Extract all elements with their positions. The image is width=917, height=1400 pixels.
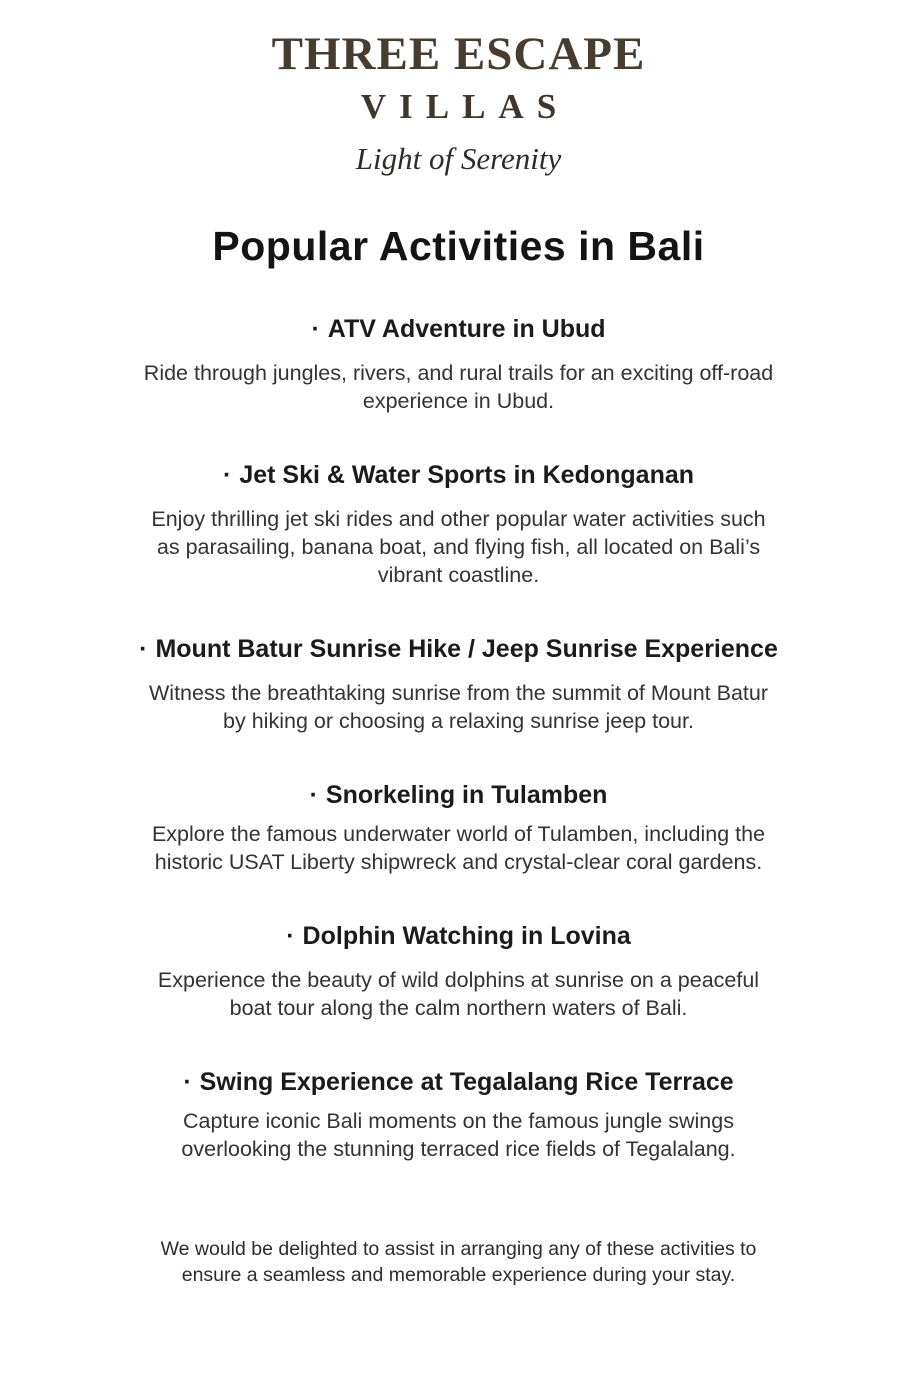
activity-title	[0, 314, 917, 344]
activity-item	[0, 460, 917, 590]
activity-item	[0, 1067, 917, 1164]
bullet-marker: ·	[222, 461, 232, 490]
brand-name-line1: THREE ESCAPE	[271, 28, 646, 80]
activity-title-text: Dolphin Watching in Lovina	[302, 921, 631, 950]
activity-title-text: Swing Experience at Tegalalang Rice Terrace	[199, 1067, 734, 1096]
activity-title-text: Snorkeling in Tulamben	[325, 780, 608, 809]
activity-description: Witness the breathtaking sunrise from the summit of Mount Batur by hiking or choosing a relaxing sunrise jeep tour.	[149, 681, 768, 733]
activity-item	[0, 780, 917, 877]
bullet-marker: ·	[286, 921, 295, 950]
activity-title-text: Jet Ski & Water Sports in Kedonganan	[239, 461, 695, 490]
activity-description: Experience the beauty of wild dolphins at sunrise on a peaceful boat tour along the calm northern waters of Bali.	[157, 967, 760, 1020]
brand-header	[0, 30, 917, 177]
activity-title	[0, 460, 917, 490]
bullet-marker: ·	[139, 635, 148, 664]
footer-note: We would be delighted to assist in arranging any of these activities to ensure a seamless and memorable experience during your stay.	[160, 1237, 757, 1286]
activity-description: Explore the famous underwater world of Tulamben, including the historic USAT Liberty shipwreck and crystal-clear coral gardens.	[151, 821, 766, 874]
activity-description: Ride through jungles, rivers, and rural trails for an exciting off-road experience in Ubud.	[143, 361, 774, 414]
activity-title	[0, 634, 917, 664]
page-title: Popular Activities in Bali	[212, 223, 705, 270]
bullet-marker: ·	[311, 315, 320, 344]
activity-item	[0, 634, 917, 736]
activity-description: Enjoy thrilling jet ski rides and other popular water activities such as parasailing, banana boat, and flying fish, all located on Bali’s vibrant coastline.	[151, 507, 766, 588]
activity-title	[0, 780, 917, 810]
activities-list	[0, 314, 917, 1163]
brand-tagline: Light of Serenity	[355, 141, 562, 177]
activity-title-text: Mount Batur Sunrise Hike / Jeep Sunrise Experience	[155, 635, 778, 664]
activity-description: Capture iconic Bali moments on the famous jungle swings overlooking the stunning terraced rice fields of Tegalalang.	[181, 1108, 736, 1161]
bullet-marker: ·	[183, 1067, 192, 1096]
brand-name-line2: VILLAS	[360, 87, 570, 127]
activity-title-text: ATV Adventure in Ubud	[327, 315, 606, 344]
activity-item	[0, 314, 917, 416]
activity-title	[0, 1067, 917, 1097]
activity-item	[0, 921, 917, 1023]
activity-title	[0, 921, 917, 951]
bullet-marker: ·	[309, 780, 318, 809]
